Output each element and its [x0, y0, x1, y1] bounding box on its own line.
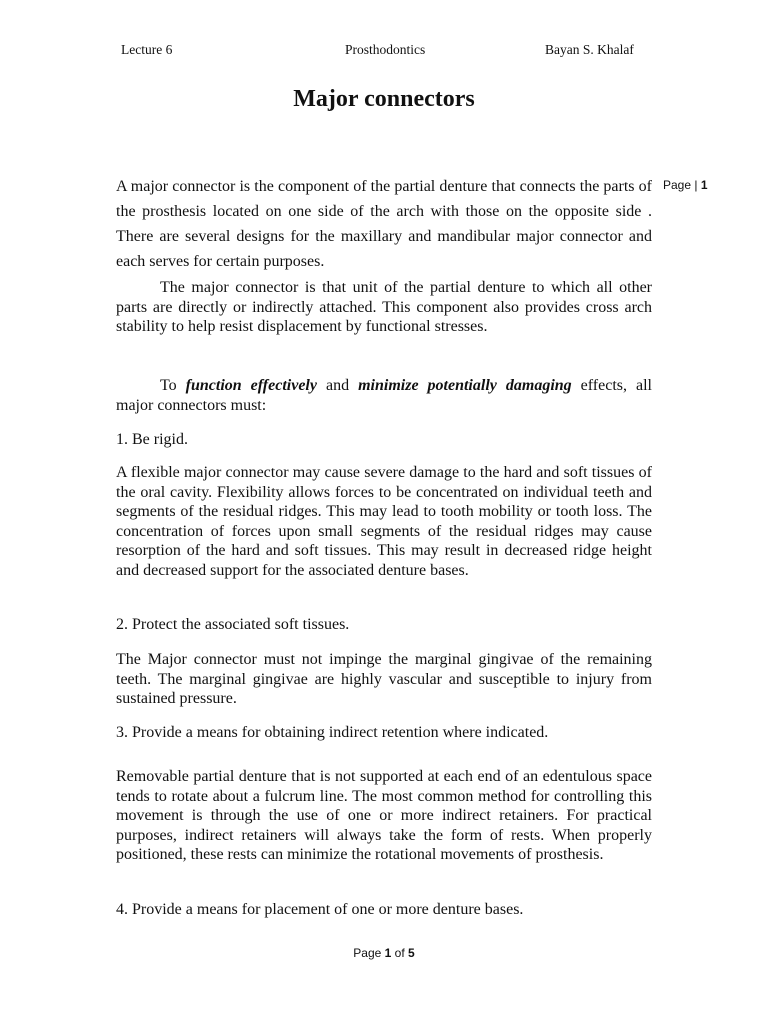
- paragraph-intro: A major connector is the component of the partial denture that connects the parts of the prosthesis located on one side of the arch with those on the opposite side . There are several designs for the maxillary and mandibular major connector and each serves for certain purposes.: [116, 178, 652, 270]
- emphasis-function-effectively: function effectively: [185, 377, 317, 394]
- text-run: effects, all major connectors must:: [116, 377, 653, 414]
- header-author: Bayan S. Khalaf: [545, 42, 634, 57]
- side-page-label: Page |: [663, 178, 701, 192]
- paragraph-gingivae: The Major connector must not impinge the marginal gingivae of the remaining teeth. The marginal gingivae are highly vascular and susceptible to injury from sustained pressure.: [116, 651, 652, 707]
- header-lecture: Lecture 6: [121, 42, 173, 57]
- page-footer: [0, 946, 768, 960]
- text-run: To: [160, 377, 186, 394]
- page-header: [0, 42, 768, 62]
- list-item-denture-bases: 4. Provide a means for placement of one or more denture bases.: [116, 901, 524, 918]
- text-run: and: [316, 377, 359, 394]
- list-item-indirect-retention: 3. Provide a means for obtaining indirect retention where indicated.: [116, 724, 549, 741]
- list-item-protect-tissues: 2. Protect the associated soft tissues.: [116, 616, 350, 633]
- page-title: Major connectors: [293, 86, 475, 112]
- paragraph-requirements-intro: [116, 376, 652, 415]
- footer-current-page: 1: [384, 946, 392, 960]
- side-page-value: 1: [700, 178, 708, 192]
- list-item-rigid: 1. Be rigid.: [116, 431, 188, 448]
- emphasis-minimize-damaging: minimize potentially damaging: [358, 377, 572, 394]
- footer-total-pages: 5: [408, 946, 415, 960]
- paragraph-rigidity: A flexible major connector may cause severe damage to the hard and soft tissues of the oral cavity. Flexibility allows forces to be concentrated on individual teeth and segments of the residual ridges. This may lead to tooth mobility or tooth loss. The concentration of forces upon small segments of the residual ridges may cause resorption of the hard and soft tissues. This may result in decreased ridge height and decreased support for the associated denture bases.: [116, 464, 652, 579]
- footer-of: of: [391, 946, 409, 960]
- side-page-number: [663, 178, 708, 192]
- paragraph-definition: The major connector is that unit of the partial denture to which all other parts are directly or indirectly attached. This component also provides cross arch stability to help resist displacement by functional stresses.: [116, 279, 652, 335]
- footer-prefix: Page: [353, 946, 385, 960]
- paragraph-indirect-retainers: Removable partial denture that is not supported at each end of an edentulous space tends to rotate about a fulcrum line. The most common method for controlling this movement is through the use of one or more indirect retainers. For practical purposes, indirect retainers will always take the form of rests. When properly positioned, these rests can minimize the rotational movements of prosthesis.: [116, 768, 652, 863]
- header-course: Prosthodontics: [345, 42, 426, 57]
